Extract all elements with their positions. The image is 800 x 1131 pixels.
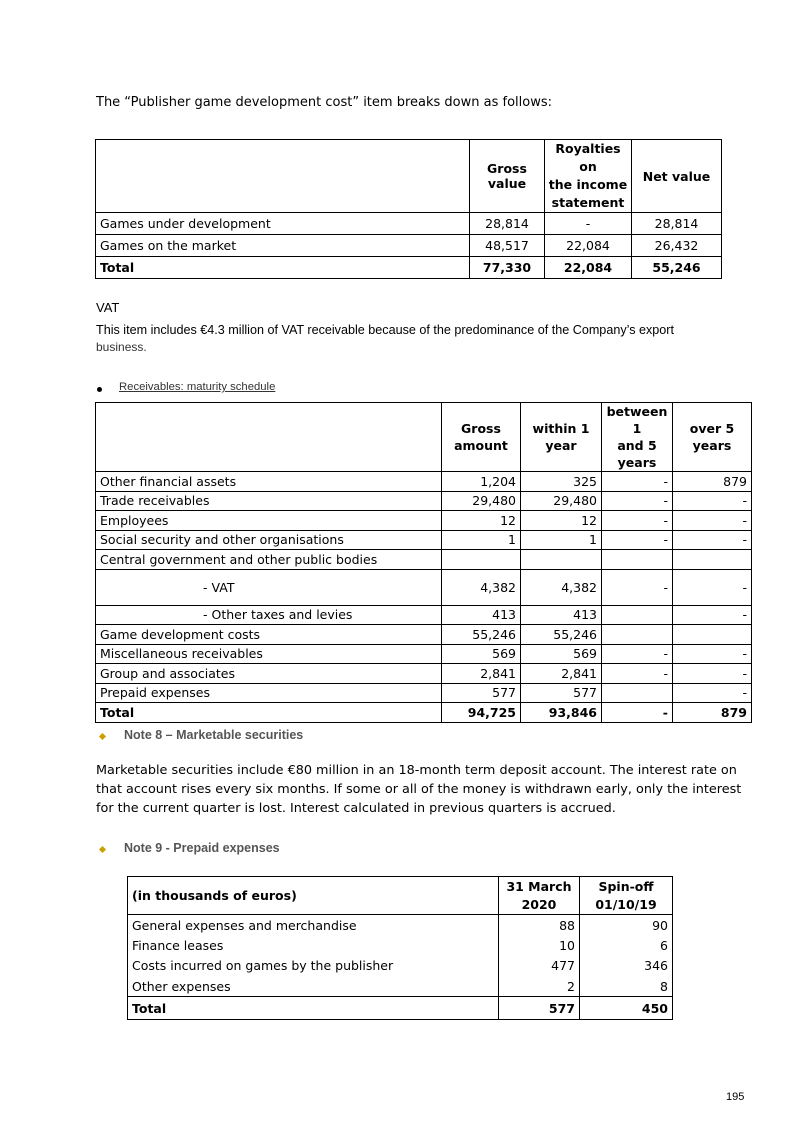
header-gross-value: Gross value (470, 140, 545, 213)
header-within-1-year: within 1 year (521, 403, 602, 472)
table-row: Employees 12 12 - - (96, 511, 752, 531)
total-row: Total 577 450 (128, 997, 673, 1020)
header-net-value: Net value (632, 140, 722, 213)
diamond-bullet-icon (99, 846, 106, 853)
table-header-row (128, 877, 673, 915)
prepaid-expenses-table (127, 876, 673, 1020)
vat-heading: VAT (96, 300, 120, 315)
note9-title: Note 9 - Prepaid expenses (124, 841, 280, 855)
table-row: Finance leases 10 6 (128, 935, 673, 956)
page-number: 195 (726, 1091, 745, 1103)
header-31-march-2020: 31 March 2020 (499, 877, 580, 915)
table-row: - VAT 4,382 4,382 - - (96, 569, 752, 605)
diamond-bullet-icon (99, 733, 106, 740)
vat-text-line1: This item includes €4.3 million of VAT receivable because of the predominance of the Company’s export (96, 323, 674, 337)
table-row: Games under development 28,814 - 28,814 (96, 213, 722, 235)
header-over-5-years: over 5 years (673, 403, 752, 472)
table-row: Prepaid expenses 577 577 - (96, 683, 752, 703)
note8-paragraph: Marketable securities include €80 million in an 18-month term deposit account. The interest rate on that account rises every six months. If some or all of the money is withdrawn early, only the interest for the current quarter is lost. Interest calculated in previous quarters is accrued. (96, 763, 742, 816)
table-row: Other expenses 2 8 (128, 976, 673, 997)
table-row: Costs incurred on games by the publisher 477 346 (128, 956, 673, 977)
table-row: Miscellaneous receivables 569 569 - - (96, 644, 752, 664)
table-row: - Other taxes and levies 413 413 - (96, 605, 752, 625)
table-row: Central government and other public bodies (96, 550, 752, 570)
intro-text: The “Publisher game development cost” item breaks down as follows: (96, 95, 552, 110)
header-between-1-and-5-years: between 1 and 5 years (602, 403, 673, 472)
vat-text-line2: business. (96, 340, 147, 354)
table-header-row (96, 140, 722, 213)
publisher-cost-table (95, 139, 722, 279)
table-header-row (96, 403, 752, 472)
receivables-table (95, 402, 752, 723)
table-row: Games on the market 48,517 22,084 26,432 (96, 235, 722, 257)
total-row: Total 77,330 22,084 55,246 (96, 257, 722, 279)
table-row: Trade receivables 29,480 29,480 - - (96, 491, 752, 511)
table-row: Other financial assets 1,204 325 - 879 (96, 472, 752, 492)
total-row: Total 94,725 93,846 - 879 (96, 703, 752, 723)
unit-label: (in thousands of euros) (128, 877, 499, 915)
note8-title: Note 8 – Marketable securities (124, 728, 304, 742)
table-row: Social security and other organisations 1 1 - - (96, 530, 752, 550)
table-row: General expenses and merchandise 88 90 (128, 915, 673, 936)
header-gross-amount: Gross amount (442, 403, 521, 472)
receivables-maturity-link: Receivables: maturity schedule (119, 381, 276, 393)
table-row: Game development costs 55,246 55,246 (96, 625, 752, 645)
header-spin-off: Spin-off 01/10/19 (580, 877, 673, 915)
header-royalties: Royalties on the income statement (545, 140, 632, 213)
table-row: Group and associates 2,841 2,841 - - (96, 664, 752, 684)
bullet-icon (97, 387, 102, 392)
